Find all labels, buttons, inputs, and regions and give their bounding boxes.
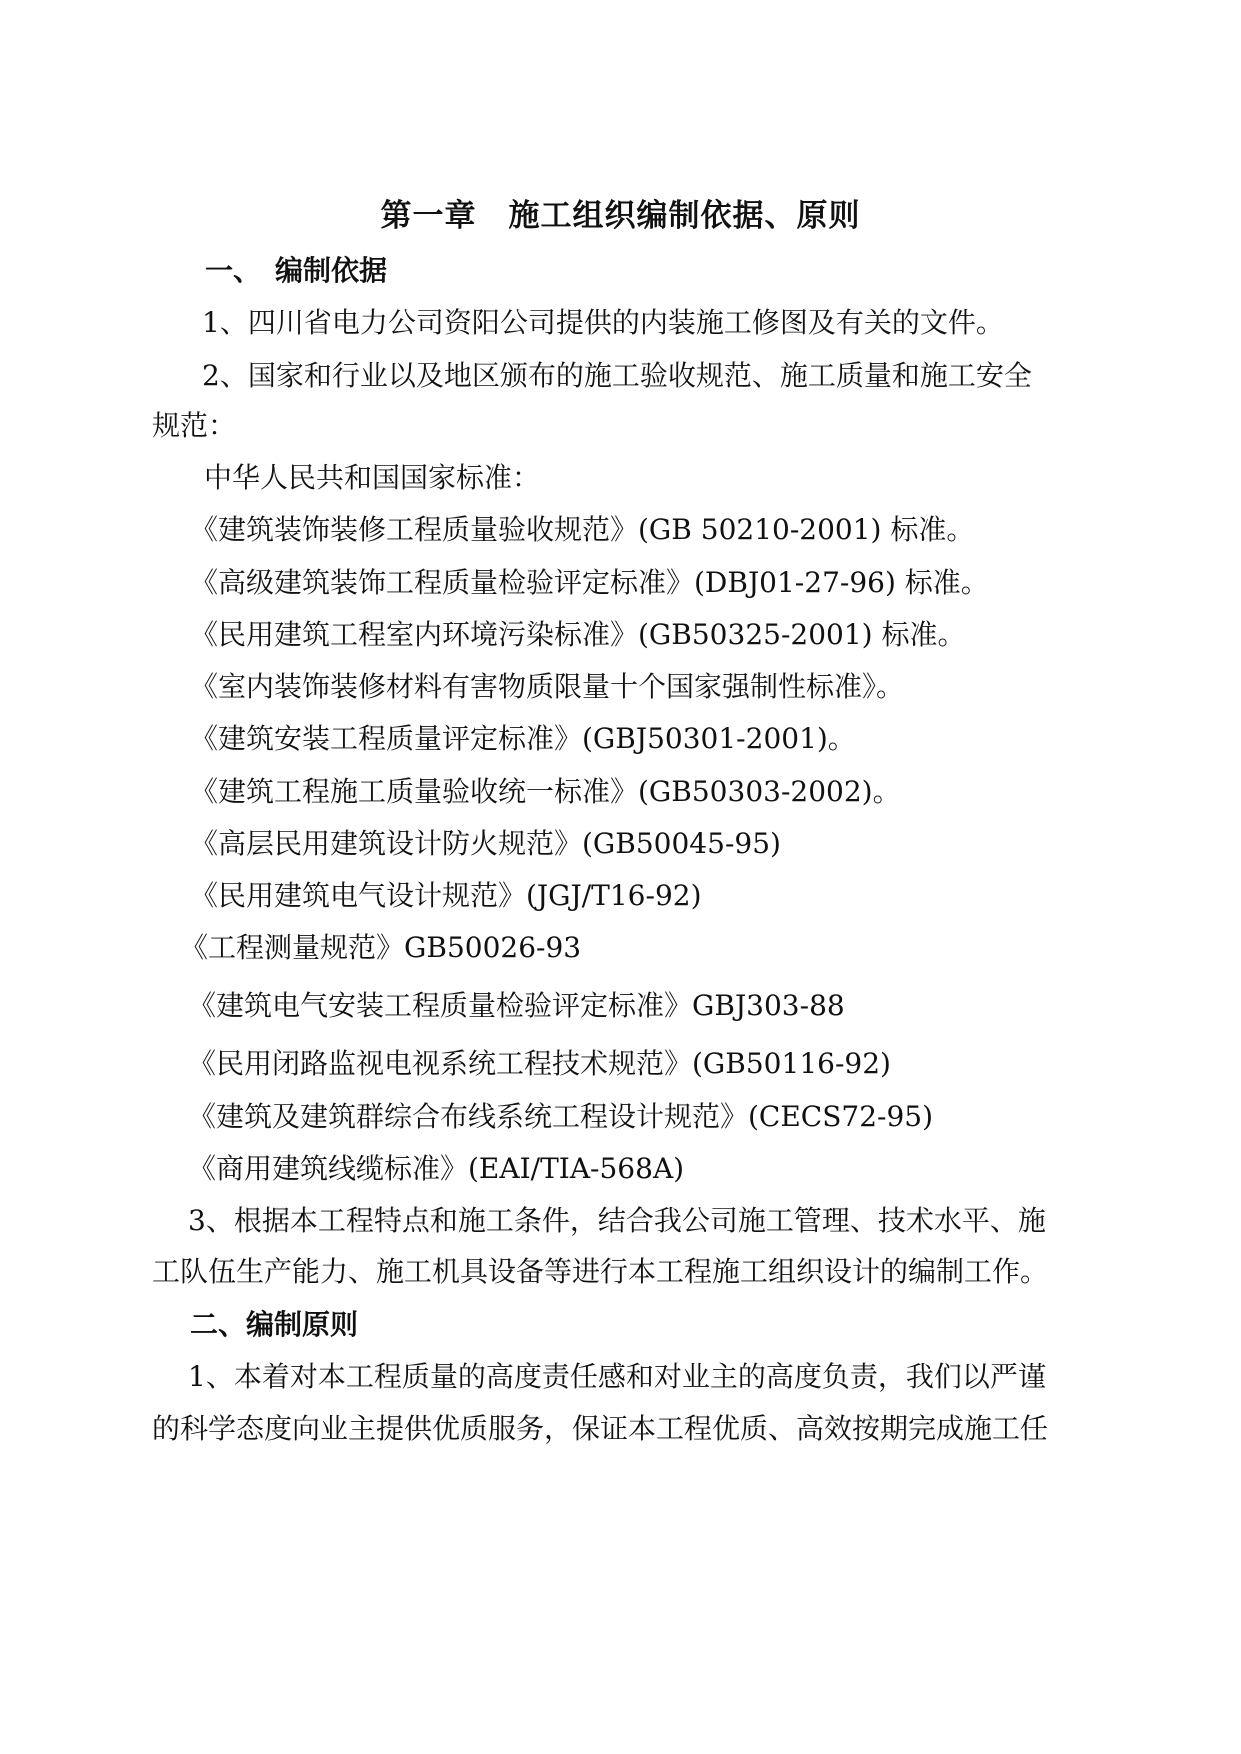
standard-item: 《建筑安装工程质量评定标准》(GBJ50301-2001)。 [190, 722, 856, 755]
standard-item: 《高级建筑装饰工程质量检验评定标准》(DBJ01-27-96) 标准。 [190, 566, 989, 599]
section-heading-basis: 一、 编制依据 [205, 254, 388, 287]
basis-item-3-line-2: 工队伍生产能力、施工机具设备等进行本工程施工组织设计的编制工作。 [152, 1255, 1049, 1288]
section-heading-principles: 二、编制原则 [190, 1308, 359, 1341]
principle-item-1-line-1: 1、本着对本工程质量的高度责任感和对业主的高度负责，我们以严谨 [188, 1360, 1046, 1393]
chapter-title: 第一章 施工组织编制依据、原则 [380, 198, 861, 234]
basis-item-2-line-1: 2、国家和行业以及地区颁布的施工验收规范、施工质量和施工安全 [202, 359, 1032, 392]
standard-item: 《工程测量规范》GB50026-93 [180, 931, 582, 964]
basis-item-1: 1、四川省电力公司资阳公司提供的内装施工修图及有关的文件。 [202, 306, 1004, 339]
standard-item: 《建筑工程施工质量验收统一标准》(GB50303-2002)。 [190, 775, 901, 808]
basis-item-3-line-1: 3、根据本工程特点和施工条件，结合我公司施工管理、技术水平、施 [188, 1204, 1046, 1237]
standard-item: 《民用闭路监视电视系统工程技术规范》(GB50116-92) [188, 1047, 891, 1080]
standard-item: 《民用建筑工程室内环境污染标准》(GB50325-2001) 标准。 [190, 618, 966, 651]
standard-item: 《建筑装饰装修工程质量验收规范》(GB 50210-2001) 标准。 [190, 513, 975, 546]
standard-item: 《民用建筑电气设计规范》(JGJ/T16-92) [190, 879, 702, 912]
standard-item: 《商用建筑线缆标准》(EAI/TIA-568A) [188, 1152, 685, 1185]
national-standards-label: 中华人民共和国国家标准： [204, 461, 541, 494]
principle-item-1-line-2: 的科学态度向业主提供优质服务，保证本工程优质、高效按期完成施工任 [152, 1412, 1049, 1445]
standard-item: 《建筑及建筑群综合布线系统工程设计规范》(CECS72-95) [188, 1100, 934, 1133]
standard-item: 《室内装饰装修材料有害物质限量十个国家强制性标准》。 [190, 670, 905, 703]
standard-item: 《高层民用建筑设计防火规范》(GB50045-95) [190, 827, 781, 860]
basis-item-2-line-2: 规范： [152, 409, 237, 442]
standard-item: 《建筑电气安装工程质量检验评定标准》GBJ303-88 [188, 989, 845, 1022]
